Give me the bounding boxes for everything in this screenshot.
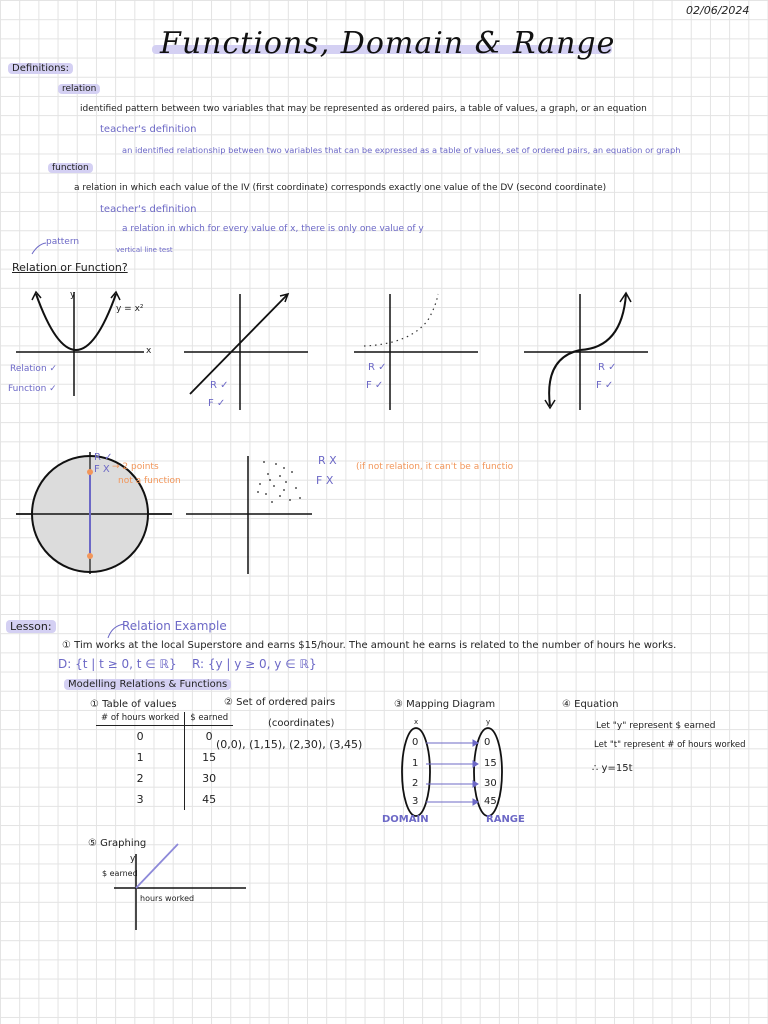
dotted-curve-graph	[350, 290, 480, 410]
table-row	[96, 768, 233, 789]
mapping-right-3: 45	[484, 796, 497, 807]
graph1-y-axis: y	[70, 290, 76, 300]
table-cell: 30	[202, 771, 217, 785]
graph3-relation: R ✓	[368, 362, 387, 373]
scatter-graph	[184, 454, 314, 574]
graphing-heading: ⑤ Graphing	[88, 838, 147, 849]
graph1-function: Function ✓	[8, 384, 57, 394]
table-cell: 1	[96, 747, 185, 768]
table-heading: ① Table of values	[90, 699, 177, 710]
graph6-function: F X	[316, 474, 334, 487]
mapping-right-0: 0	[484, 737, 491, 748]
mapping-right-2: 30	[484, 778, 497, 789]
graph-y-label: $ earned	[102, 869, 138, 878]
page-title: Functions, Domain & Range	[160, 26, 616, 61]
function-teacher-label: teacher's definition	[100, 204, 197, 215]
relation-teacher-definition: an identified relationship between two variables that can be expressed as a table of values, set of ordered pairs, an equation or graph	[122, 145, 681, 155]
lesson-heading: Lesson:	[6, 620, 56, 633]
graph3-function: F ✓	[366, 380, 384, 391]
graph1-relation: Relation ✓	[10, 364, 58, 374]
graph6-relation: R X	[318, 454, 337, 467]
relation-example-label: Relation Example	[122, 619, 227, 633]
lesson-problem: ① Tim works at the local Superstore and earns $15/hour. The amount he earns is related to the number of hours he works.	[62, 640, 677, 651]
mapping-heading: ③ Mapping Diagram	[394, 699, 496, 710]
table-cell: 45	[202, 792, 217, 806]
mapping-left-1: 1	[412, 758, 419, 769]
table-col-hours: # of hours worked	[96, 712, 185, 725]
pattern-note: pattern	[46, 237, 80, 247]
equation-line-2: Let "t" represent # of hours worked	[594, 740, 746, 750]
range-label: RANGE	[486, 814, 525, 825]
linear-graph	[180, 290, 310, 410]
table-row	[96, 789, 233, 810]
equation-result: ∴ y=15t	[592, 763, 633, 774]
table-row	[96, 725, 233, 747]
graph2-relation: R ✓	[210, 380, 229, 391]
vertical-line-note: vertical line test	[116, 246, 173, 254]
modelling-heading: Modelling Relations & Functions	[64, 679, 231, 690]
mapping-left-top: x	[414, 718, 419, 726]
table-col-earned: $ earned	[185, 712, 233, 725]
pattern-arrow	[30, 240, 50, 256]
ordered-pairs: (0,0), (1,15), (2,30), (3,45)	[216, 738, 363, 751]
mapping-left-3: 3	[412, 796, 419, 807]
relation-teacher-label: teacher's definition	[100, 124, 197, 135]
graph1-x-axis: x	[146, 346, 152, 356]
cubic-graph	[520, 288, 650, 412]
graph5-function: F X	[94, 464, 110, 475]
relation-or-function-heading: Relation or Function?	[12, 261, 128, 274]
relation-definition: identified pattern between two variables that may be represented as ordered pairs, a table of values, a graph, or an equation	[80, 104, 647, 114]
graph-y-axis: y	[130, 854, 136, 864]
table-cell: 0	[96, 725, 185, 747]
mapping-left-2: 2	[412, 778, 419, 789]
relation-label: relation	[58, 84, 100, 94]
values-table	[96, 712, 233, 810]
graph6-note: (if not relation, it can't be a functio	[356, 462, 514, 472]
graph5-note-not-function: not a function	[118, 476, 181, 486]
pairs-heading: ② Set of ordered pairs	[224, 697, 336, 708]
graph2-function: F ✓	[208, 398, 226, 409]
function-definition: a relation in which each value of the IV (first coordinate) corresponds exactly one value of the DV (second coordinate)	[74, 183, 607, 193]
equation-heading: ④ Equation	[562, 699, 619, 710]
table-cell: 0	[205, 729, 213, 743]
mapping-left-0: 0	[412, 737, 419, 748]
pairs-subheading: (coordinates)	[268, 718, 335, 729]
date: 02/06/2024	[686, 4, 750, 17]
graph-x-label: hours worked	[140, 894, 195, 903]
graph5-note-points: → 2 points	[112, 462, 159, 472]
function-label: function	[48, 163, 93, 173]
lesson-domain: D: {t | t ≥ 0, t ∈ ℝ}	[58, 657, 177, 671]
table-row	[96, 747, 233, 768]
definitions-heading: Definitions:	[8, 63, 73, 74]
graph4-relation: R ✓	[598, 362, 617, 373]
equation-line-1: Let "y" represent $ earned	[596, 721, 716, 731]
function-teacher-definition: a relation in which for every value of x, there is only one value of y	[122, 224, 424, 234]
table-cell: 3	[96, 789, 185, 810]
lesson-range: R: {y | y ≥ 0, y ∈ ℝ}	[192, 657, 317, 671]
mapping-right-top: y	[486, 718, 491, 726]
graph4-function: F ✓	[596, 380, 614, 391]
graph1-equation: y = x²	[116, 304, 144, 314]
mapping-right-1: 15	[484, 758, 497, 769]
table-cell: 15	[202, 750, 217, 764]
graph5-relation: R ✓	[94, 452, 113, 463]
domain-label: DOMAIN	[382, 814, 429, 825]
table-cell: 2	[96, 768, 185, 789]
